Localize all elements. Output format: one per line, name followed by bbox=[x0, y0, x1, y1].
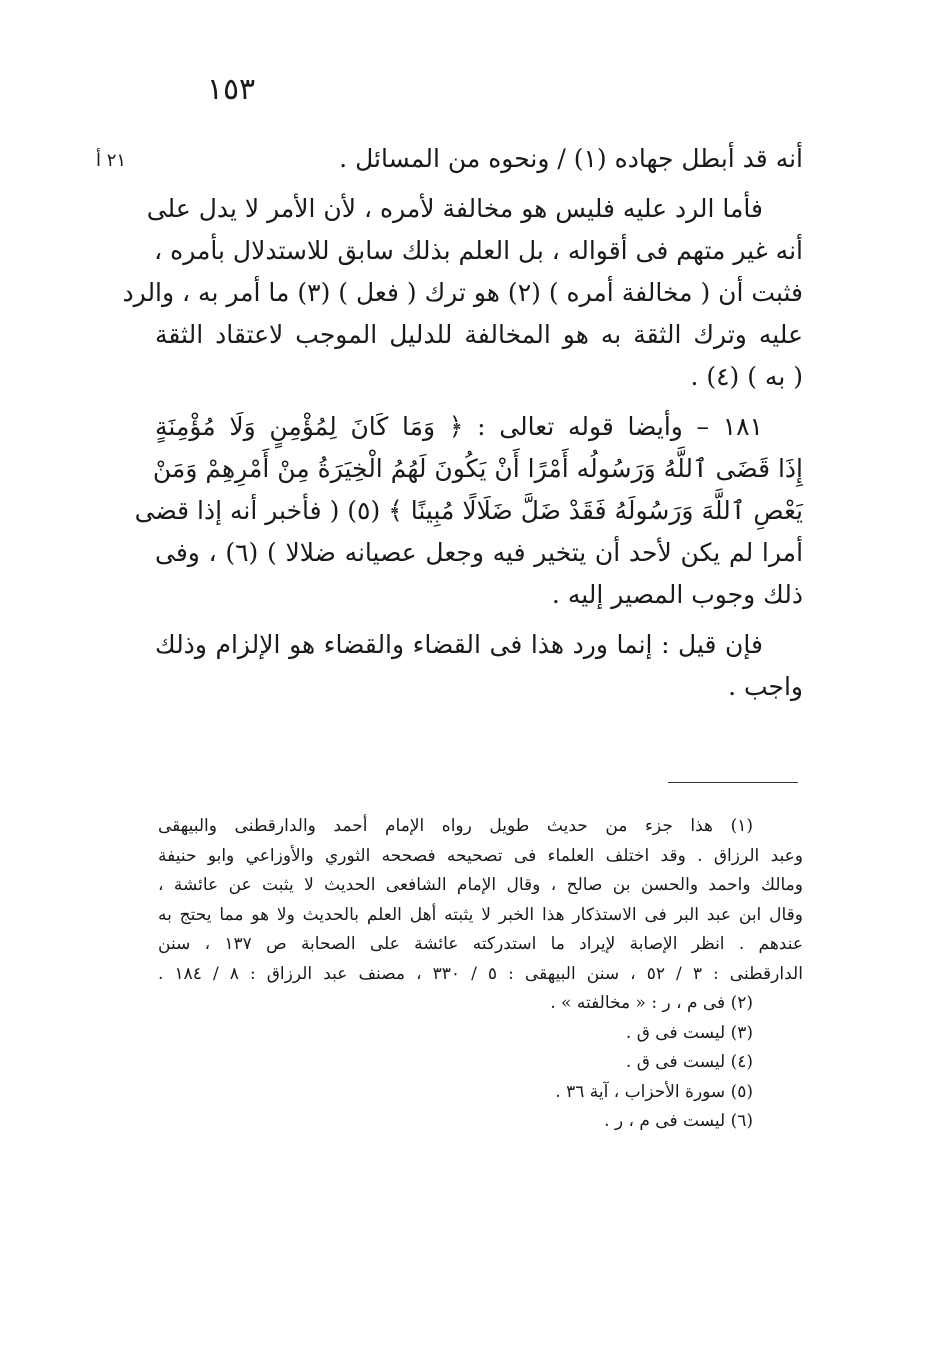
footnote-line: (٣) ليست فى ق . bbox=[625, 1022, 753, 1043]
footnote-line: (٢) فى م ، ر : « مخالفته » . bbox=[550, 993, 753, 1013]
text-line: ١٨١ – وأيضا قوله تعالى : ﴿ وَمَا كَانَ لِمُؤْمِنٍ وَلَا مُؤْمِنَةٍ bbox=[155, 412, 763, 441]
text-line: يَعْصِ ٱللَّهَ وَرَسُولَهُ فَقَدْ ضَلَّ ضَلَالًا مُبِينًا ﴾ (٥) ( فأخبر أنه إذا قضى bbox=[134, 496, 803, 525]
text-line: فإن قيل : إنما ورد هذا فى القضاء والقضاء هو الإلزام وذلك bbox=[155, 630, 763, 659]
text-line: فثبت أن ( مخالفة أمره ) (٢) هو ترك ( فعل ) (٣) ما أمر به ، والرد bbox=[122, 278, 803, 307]
text-line: ( به ) (٤) . bbox=[690, 362, 803, 391]
paragraph-1 bbox=[155, 138, 803, 180]
footnote-line: (٦) ليست فى م ، ر . bbox=[604, 1111, 753, 1131]
footnote-separator bbox=[668, 782, 798, 783]
text-line: فأما الرد عليه فليس هو مخالفة لأمره ، لأن الأمر لا يدل على bbox=[146, 194, 763, 223]
footnote-line: (١) هذا جزء من حديث طويل رواه الإمام أحمد والدارقطنى والبيهقى bbox=[158, 816, 753, 836]
paragraph-2 bbox=[122, 188, 803, 398]
paragraph-181 bbox=[134, 406, 804, 616]
text-line: ذلك وجوب المصير إليه . bbox=[551, 580, 803, 609]
text-line: واجب . bbox=[728, 672, 803, 701]
footnote-line: عندهم . انظر الإصابة لإيراد ما استدركته عائشة على الصحابة ص ١٣٧ ، سنن bbox=[158, 934, 803, 954]
footnote-line: الدارقطنى : ٣ / ٥٢ ، سنن البيهقى : ٥ / ٣٣٠ ، مصنف عبد الرزاق : ٨ / ١٨٤ . bbox=[158, 963, 803, 984]
main-text bbox=[122, 138, 804, 716]
footnotes bbox=[158, 812, 803, 1137]
page-number: ١٥٣ bbox=[206, 72, 256, 107]
footnote-line: (٥) سورة الأحزاب ، آية ٣٦ . bbox=[555, 1081, 753, 1102]
paragraph-objection bbox=[155, 624, 803, 708]
text-line: عليه وترك الثقة به هو المخالفة للدليل الموجب لاعتقاد الثقة bbox=[155, 320, 803, 349]
margin-folio-note: ٢١ أ bbox=[96, 150, 127, 171]
text-line: أنه قد أبطل جهاده (١) / ونحوه من المسائل . bbox=[339, 144, 803, 173]
text-line: أمرا لم يكن لأحد أن يتخير فيه وجعل عصيانه ضلالا ) (٦) ، وفى bbox=[155, 538, 804, 567]
footnote-line: ومالك واحمد والحسن بن صالح ، وقال الإمام الشافعى الحديث لا يثبت عن عائشة ، bbox=[158, 875, 803, 895]
footnote-line: وقال ابن عبد البر فى الاستذكار هذا الخبر لا يثبته أهل العلم بالحديث ولا هو مما يحتج به bbox=[158, 904, 803, 925]
text-line: إِذَا قَضَى ٱللَّهُ وَرَسُولُه أَمْرًا أَنْ يَكُونَ لَهُمُ الْخِيَرَةُ مِنْ أَمْرِهِمْ وَمَنْ bbox=[152, 454, 803, 483]
footnote-line: وعبد الرزاق . وقد اختلف العلماء فى تصحيحه فصححه الثوري والأوزاعي وابو حنيفة bbox=[158, 845, 803, 866]
text-line: أنه غير متهم فى أقواله ، بل العلم بذلك سابق للاستدلال بأمره ، bbox=[154, 236, 803, 265]
footnote-line: (٤) ليست فى ق . bbox=[625, 1052, 753, 1072]
